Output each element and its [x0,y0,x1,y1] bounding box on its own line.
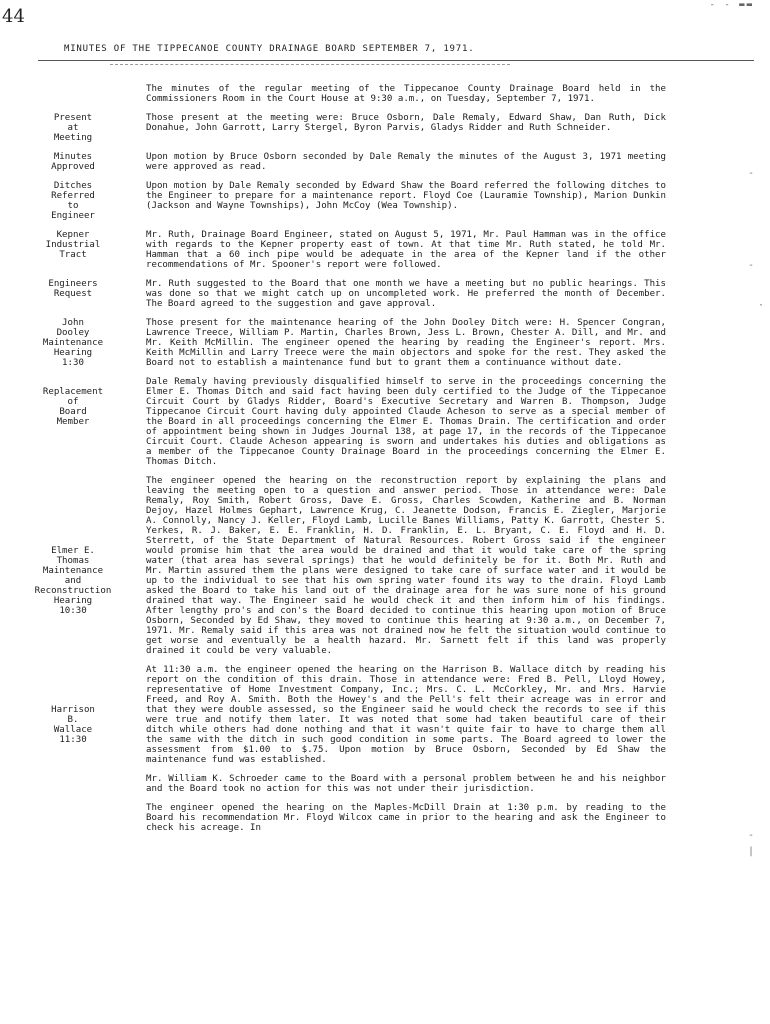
margin-label [0,803,146,833]
paragraph: Upon motion by Bruce Osborn seconded by Dale Remaly the minutes of the August 3, 1971 meeting were approved as read. [146,152,666,172]
header-rule [38,60,754,61]
corner-mark: - - ▬▬ [709,0,754,10]
margin-label: Harrison B. Wallace 11:30 [51,705,95,745]
margin-tick: - [748,260,755,271]
minutes-entry-elmer-thomas [0,476,770,656]
header-rule-faint [110,64,510,65]
minutes-entry-replacement [0,377,770,467]
margin-tick: · [758,300,765,311]
margin-label: Engineers Request [48,279,98,299]
margin-label [0,84,146,104]
paragraph: Those present at the meeting were: Bruce Osborn, Dale Remaly, Edward Shaw, Dan Ruth, Dick Donahue, John Garrott, Larry Stergel, Byron Parvis, Gladys Ridder and Ruth Schneider. [146,113,666,133]
margin-tick: | [748,846,755,857]
margin-label: Present at Meeting [53,113,93,143]
margin-label: Replacement of Board Member [42,387,104,427]
minutes-entry-harrison-wallace [0,665,770,765]
paragraph: Mr. Ruth, Drainage Board Engineer, stated on August 5, 1971, Mr. Paul Hamman was in the office with regards to the Kepner property east of town. At that time Mr. Ruth stated, he told Mr. Hamman that a 60 inch pipe would be adequate in the area of the Kepner land if the other recommendations of Mr. Spooner's report were followed. [146,230,666,270]
minutes-entry-john-dooley [0,318,770,368]
margin-label: Minutes Approved [51,152,95,172]
paragraph: Dale Remaly having previously disqualified himself to serve in the proceedings concerning the Elmer E. Thomas Ditch and said fact having been duly certified to the Judge of the Tippecanoe Circuit Court by Gladys Ridder, Board's Executive Secretary and Warren B. Thompson, Judge Tippecanoe Circuit Court having duly appointed Claude Acheson to serve as a special member of the Board in all proceedings concerning the Elmer E. Thomas Drain. The certification and order of appointment being shown in Judges Journal 138, at page 17, in the records of the Tippecanoe Circuit Court. Claude Acheson appearing is sworn and undertakes his duties and obligations as a member of the Tippecanoe County Drainage Board in the proceedings concerning the Elmer E. Thomas Ditch. [146,377,666,467]
minutes-body [0,84,770,842]
margin-label: John Dooley Maintenance Hearing 1:30 [42,318,104,368]
minutes-entry-schroeder [0,774,770,794]
margin-label: Kepner Industrial Tract [45,230,101,260]
minutes-entry-minutes-approved [0,152,770,172]
minutes-entry-engineers-request [0,279,770,309]
paragraph: Mr. Ruth suggested to the Board that one month we have a meeting but no public hearings. This was done so that we might catch up on uncompleted work. He preferred the month of December. The Board agreed to the suggestion and gave approval. [146,279,666,309]
margin-label [0,774,146,794]
minutes-entry-kepner [0,230,770,270]
minutes-entry-present [0,113,770,143]
minutes-entry-intro [0,84,770,104]
paragraph: The minutes of the regular meeting of the Tippecanoe County Drainage Board held in the Commissioners Room in the Court House at 9:30 a.m., on Tuesday, September 7, 1971. [146,84,666,104]
margin-label: Ditches Referred to Engineer [51,181,95,221]
margin-tick: - [748,168,755,179]
paragraph: At 11:30 a.m. the engineer opened the hearing on the Harrison B. Wallace ditch by reading his report on the condition of this drain. Those in attendance were: Fred B. Pell, Lloyd Howey, representative of Home Investment Company, Inc.; Mrs. C. L. McCorkley, Mr. and Mrs. Harvie Freed, and Roy A. Smith. Both the Howey's and the Pell's felt their acreage was in error and that they were double assessed, so the Engineer said he would check the records to see if this were true and notify them later. It was noted that some had taken beautiful care of their ditch while others had done nothing and that it wasn't quite fair to have to charge them all the same with the ditch in such good condition in some parts. The Board agreed to lower the assessment from $1.00 to $.75. Upon motion by Bruce Osborn, Seconded by Ed Shaw the maintenance fund was established. [146,665,666,765]
paragraph: The engineer opened the hearing on the reconstruction report by explaining the plans and leaving the meeting open to a question and answer period. Those in attendance were: Dale Remaly, Roy Smith, Robert Gross, Dave E. Gross, Charles Scowden, Katherine and B. Norman Dejoy, Hazel Holmes Gephart, Lawrence Krug, C. Jeanette Dodson, Francis E. Ziegler, Marjorie A. Connolly, Nancy J. Keller, Floyd Lamb, Lucille Banes Williams, Patty K. Garrott, Chester S. Yerkes, R. J. Baker, E. E. Franklin, H. D. Franklin, E. L. Bryant, C. E. Floyd and H. D. Sterrett, of the State Department of Natural Resources. Robert Gross said if the engineer would promise him that the area would be drained and that it would take care of the spring water (that area has several springs) that he would definitely be for it. Both Mr. Ruth and Mr. Martin assured them the plans were designed to take care of surface water and it would be up to the individual to see that his own spring water found its way to the drain. Floyd Lamb asked the Board to take his land out of the drainage area for he was sure none of his ground drained that way. The Engineer said he would check it and then inform him of his findings. After lengthy pro's and con's the Board decided to continue this hearing upon motion of Bruce Osborn, Seconded by Ed Shaw, they moved to continue this hearing at 9:30 a.m., on December 7, 1971. Mr. Remaly said if this area was not drained now he felt the situation would continue to get worse and eventually be a health hazard. Mr. Sarnett felt if this land was properly drained it could be very valuable. [146,476,666,656]
paragraph: Upon motion by Dale Remaly seconded by Edward Shaw the Board referred the following ditches to the Engineer to prepare for a maintenance report. Floyd Coe (Lauramie Township), Marion Dunkin (Jackson and Wayne Townships), John McCoy (Wea Township). [146,181,666,211]
minutes-entry-ditches-referred [0,181,770,221]
margin-tick: - [748,830,755,841]
page-number: 44 [2,6,25,27]
document-header: MINUTES OF THE TIPPECANOE COUNTY DRAINAGE BOARD SEPTEMBER 7, 1971. [64,44,475,54]
paragraph: Those present for the maintenance hearing of the John Dooley Ditch were: H. Spencer Congran, Lawrence Treece, William P. Martin, Charles Brown, Jess L. Brown, Chester A. Dill, and Mr. and Mr. Keith McMillin. The engineer opened the hearing by reading the Engineer's report. Mrs. Keith McMillin and Larry Treece were the main objectors and spoke for the rest. They asked the Board not to establish a maintenance fund but to grant them a continuance without date. [146,318,666,368]
minutes-entry-maples-mcdill [0,803,770,833]
margin-label: Elmer E. Thomas Maintenance and Reconstruction Hearing 10:30 [34,546,112,616]
paragraph: The engineer opened the hearing on the Maples-McDill Drain at 1:30 p.m. by reading to the Board his recommendation Mr. Floyd Wilcox came in prior to the hearing and ask the Engineer to check his acreage. In [146,803,666,833]
paragraph: Mr. William K. Schroeder came to the Board with a personal problem between he and his neighbor and the Board took no action for this was not under their jurisdiction. [146,774,666,794]
